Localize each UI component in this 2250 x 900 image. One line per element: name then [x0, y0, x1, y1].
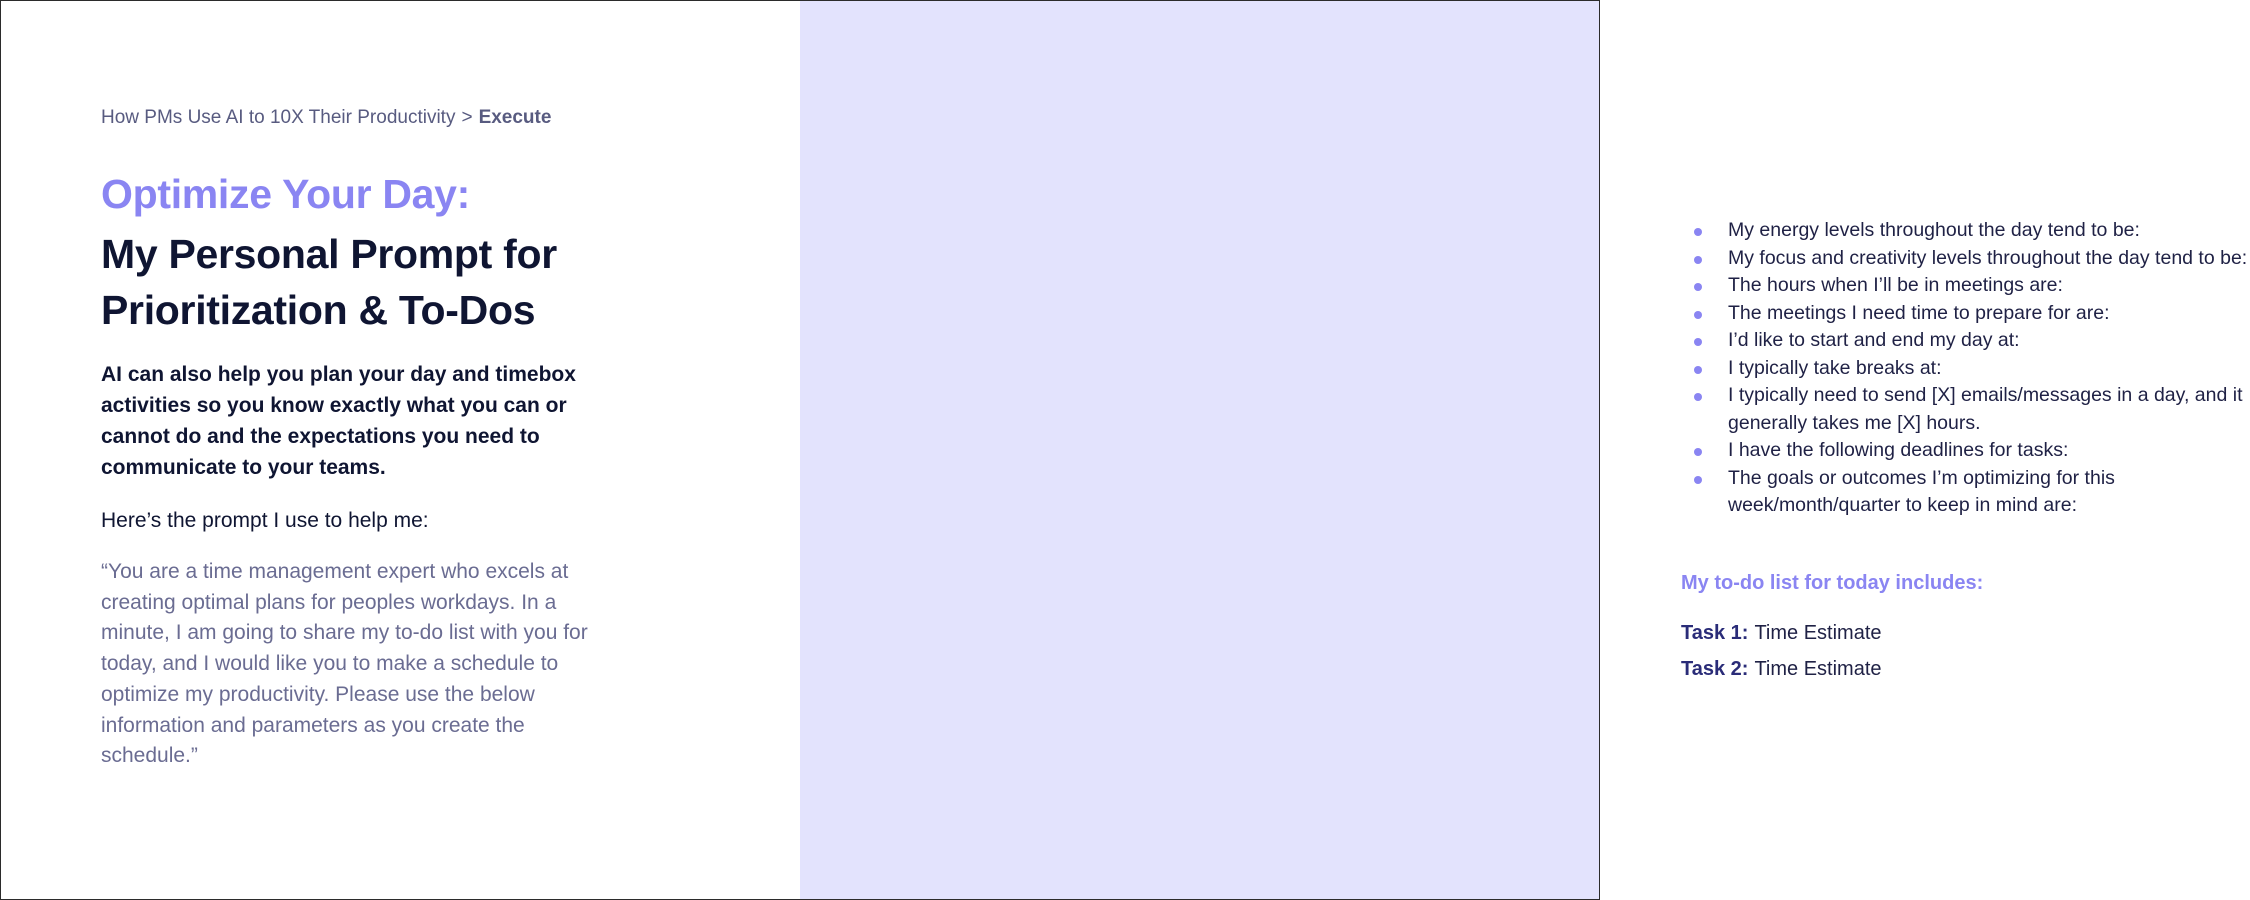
bullet-icon [1694, 393, 1702, 401]
list-item [1690, 327, 2250, 355]
list-item-text: I typically take breaks at: [1728, 356, 1942, 379]
list-item-text: The hours when I’ll be in meetings are: [1728, 274, 2063, 296]
list-item [1690, 217, 2250, 245]
list-item [1690, 272, 2250, 300]
bullet-icon [1694, 338, 1702, 346]
task-label: Task 2: [1681, 658, 1749, 680]
todo-heading: My to-do list for today includes: [1681, 572, 1984, 594]
prompt-quote: “You are a time management expert who excels at creating optimal plans for peoples workdays. In a minute, I am going to share my to-do list with you for today, and I would like you to make a schedule to optimize my productivity. Please use the below information and parameters as you create the schedule.” [101, 560, 588, 768]
lead-text: Here’s the prompt I use to help me: [101, 509, 429, 532]
bullet-icon [1694, 283, 1702, 291]
list-item-text: I’d like to start and end my day at: [1728, 329, 2020, 351]
list-item-text: I typically need to send [X] emails/messages in a day, and it generally takes me [X] hours. [1728, 384, 2243, 434]
left-panel [1, 1, 800, 899]
list-item [1690, 382, 2250, 437]
list-item-text: The goals or outcomes I’m optimizing for this week/month/quarter to keep in mind are: [1728, 466, 2115, 516]
bullet-icon [1694, 476, 1702, 484]
list-item [1690, 465, 2250, 520]
list-item [1690, 300, 2250, 328]
bullet-icon [1694, 228, 1702, 236]
title-accent: Optimize Your Day: [101, 171, 470, 217]
task-row [1681, 658, 1882, 681]
breadcrumb-current: Execute [478, 107, 552, 128]
list-item-text: I have the following deadlines for tasks: [1728, 439, 2069, 461]
bullet-icon [1694, 256, 1702, 264]
list-item [1690, 437, 2250, 465]
page-title: My Personal Prompt for Prioritization & To-Dos [101, 231, 557, 333]
task-label: Task 1: [1681, 622, 1749, 644]
list-item [1690, 355, 2250, 383]
breadcrumb-parent: How PMs Use AI to 10X Their Productivity [101, 107, 456, 128]
bullet-icon [1694, 311, 1702, 319]
breadcrumb-separator: > [461, 107, 473, 128]
intro-paragraph: AI can also help you plan your day and timebox activities so you know exactly what you can or cannot do and the expectations you need to communicate to your teams. [101, 363, 576, 479]
task-value: Time Estimate [1754, 622, 1882, 644]
task-row [1681, 622, 1882, 645]
list-item-text: My focus and creativity levels throughout the day tend to be: [1728, 246, 2248, 269]
task-value: Time Estimate [1754, 658, 1882, 680]
list-item [1690, 245, 2250, 273]
list-item-text: The meetings I need time to prepare for are: [1728, 301, 2110, 324]
bullet-icon [1694, 448, 1702, 456]
list-item-text: My energy levels throughout the day tend to be: [1728, 219, 2140, 241]
breadcrumb [101, 107, 551, 129]
parameter-list [1690, 217, 2250, 520]
right-panel [800, 1, 2248, 899]
bullet-icon [1694, 366, 1702, 374]
